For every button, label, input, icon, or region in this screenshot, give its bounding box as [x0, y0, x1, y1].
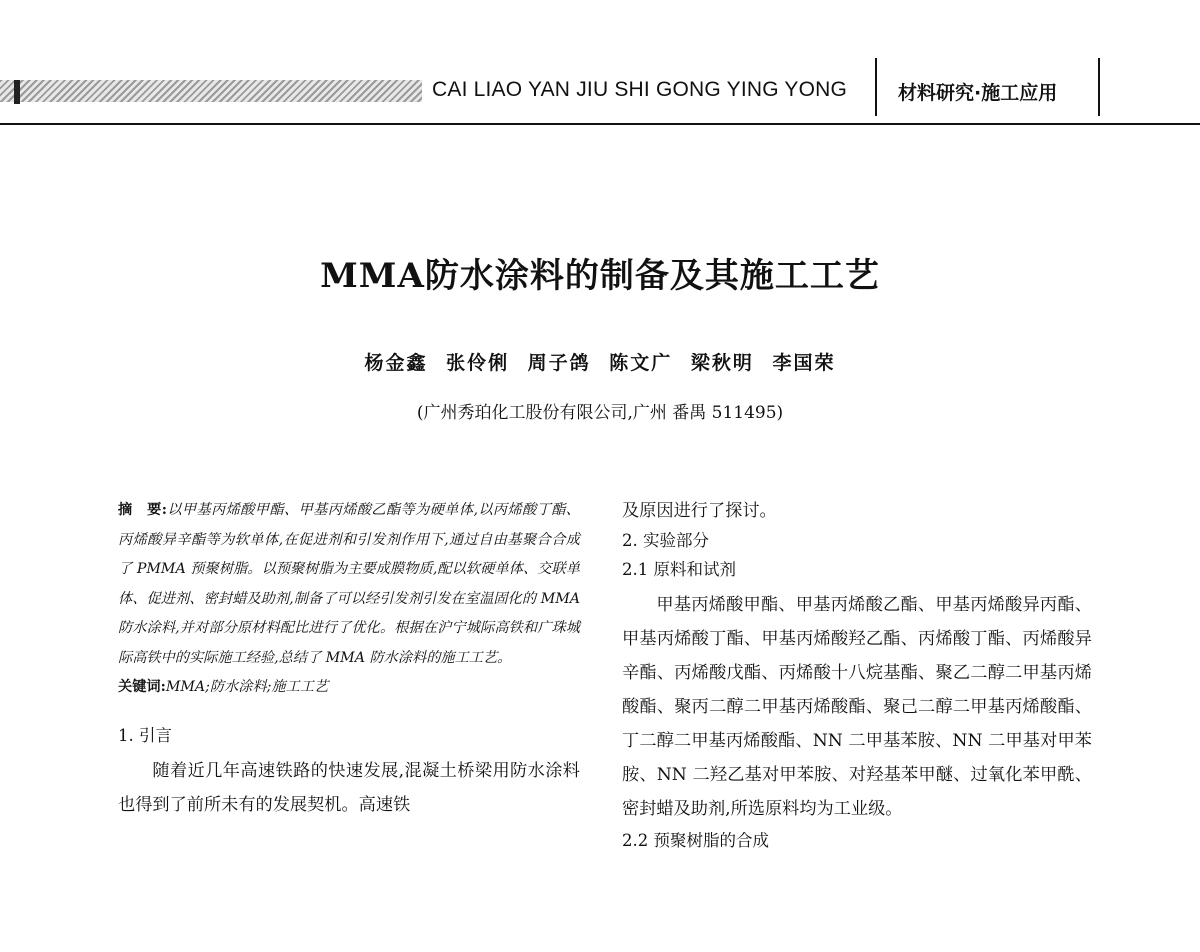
keywords-label: 关键词: — [118, 679, 166, 695]
header-hatch-marker — [14, 80, 20, 104]
header-divider-right — [1098, 58, 1100, 116]
keywords — [118, 673, 580, 703]
abstract — [118, 496, 580, 673]
article-authors: 杨金鑫 张伶俐 周子鸽 陈文广 梁秋明 李国荣 — [364, 352, 836, 374]
right-column — [622, 496, 1092, 855]
section-heading-experiment: 2. 实验部分 — [622, 531, 709, 550]
materials-paragraph: 甲基丙烯酸甲酯、甲基丙烯酸乙酯、甲基丙烯酸异丙酯、甲基丙烯酸丁酯、甲基丙烯酸羟乙酯、丙烯酸丁酯、丙烯酸异辛酯、丙烯酸戊酯、丙烯酸十八烷基酯、聚乙二醇二甲基丙烯酸酯、聚丙二醇二甲基丙烯酸酯、聚己二醇二甲基丙烯酸酯、丁二醇二甲基丙烯酸酯、NN 二甲基苯胺、NN 二甲基对甲苯胺、NN 二羟乙基对甲苯胺、对羟基苯甲醚、过氧化苯甲酰、密封蜡及助剂,所选原料均为工业级。 — [622, 595, 1092, 819]
intro-paragraph: 随着近几年高速铁路的快速发展,混凝土桥梁用防水涂料也得到了前所未有的发展契机。高速铁 — [118, 760, 580, 815]
subsection-heading-materials: 2.1 原料和试剂 — [622, 560, 736, 579]
abstract-text: 以甲基丙烯酸甲酯、甲基丙烯酸乙酯等为硬单体,以丙烯酸丁酯、丙烯酸异辛酯等为软单体,在促进剂和引发剂作用下,通过自由基聚合合成了 PMMA 预聚树脂。以预聚树脂为主要成膜物质,配以软硬单体、交联单体、促进剂、密封蜡及助剂,制备了可以经引发剂引发在室温固化的 MMA 防水涂料,并对部分原材料配比进行了优化。根据在沪宁城际高铁和广珠城际高铁中的实际施工经验,总结了 MMA 防水涂料的施工工艺。 — [118, 502, 580, 666]
left-column — [118, 496, 580, 822]
section-label: 材料研究·施工应用 — [898, 82, 1058, 104]
header-divider-left — [875, 58, 877, 116]
article-affiliation: (广州秀珀化工股份有限公司,广州 番禺 511495) — [416, 403, 784, 423]
subsection-heading-resin: 2.2 预聚树脂的合成 — [622, 831, 769, 850]
continued-paragraph: 及原因进行了探讨。 — [622, 501, 777, 521]
running-head: CAI LIAO YAN JIU SHI GONG YING YONG — [432, 78, 848, 101]
header-rule — [0, 123, 1200, 125]
abstract-label: 摘 要: — [118, 502, 167, 518]
header-hatch-band — [0, 80, 422, 102]
section-heading-intro: 1. 引言 — [118, 725, 172, 745]
keywords-text: MMA;防水涂料;施工工艺 — [165, 679, 329, 695]
article-title: MMA防水涂料的制备及其施工工艺 — [320, 256, 880, 296]
